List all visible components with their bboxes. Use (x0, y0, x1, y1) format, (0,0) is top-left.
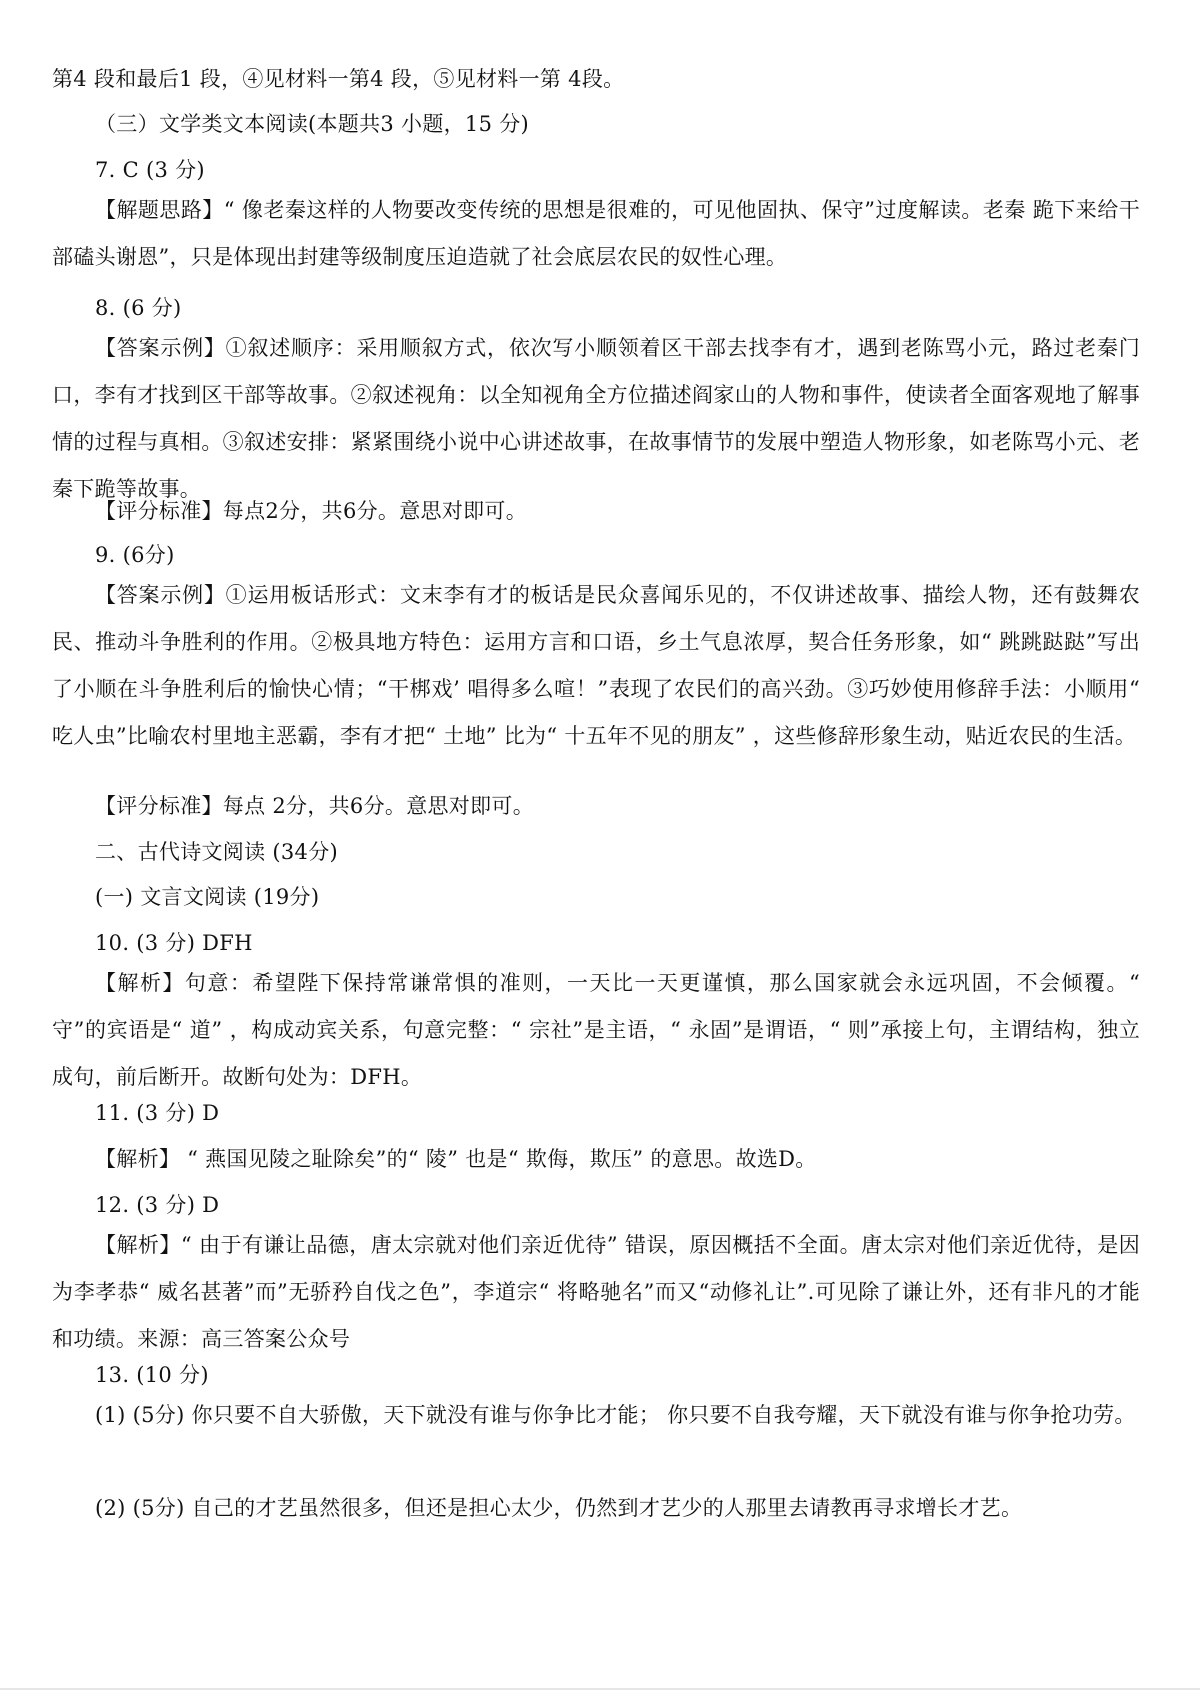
question-number: 7. C (3 分) (95, 158, 205, 182)
question-number: 11. (3 分) D (95, 1101, 220, 1125)
answer-paragraph: 【解析】句意：希望陛下保持常谦常惧的准则，一天比一天更谨慎，那么国家就会永远巩固，不会倾覆。“ 守”的宾语是“ 道” ，构成动宾关系，句意完整：“ 宗社”是主语，“ 永固”是谓语，“ 则”承接上句，主谓结构，独立成句，前后断开。故断句处为：DFH。 (52, 971, 1140, 1089)
answer-paragraph: 【解析】“ 由于有谦让品德，唐太宗就对他们亲近优待” 错误，原因概括不全面。唐太宗对他们亲近优待，是因为李孝恭“ 威名甚著”而”无骄矜自伐之色”，李道宗“ 将略驰名”而又“动修礼让”.可见除了谦让外，还有非凡的才能和功绩。来源：高三答案公众号 (52, 1233, 1140, 1351)
question-number: 12. (3 分) D (95, 1193, 220, 1217)
answer-paragraph: 【解题思路】“ 像老秦这样的人物要改变传统的思想是很难的，可见他固执、保守”过度解读。老秦 跪下来给干部磕头谢恩”，只是体现出封建等级制度压迫造就了社会底层农民的奴性心理。 (52, 198, 1140, 269)
answer-paragraph: 【答案示例】①运用板话形式：文末李有才的板话是民众喜闻乐见的，不仅讲述故事、描绘人物，还有鼓舞农民、推动斗争胜利的作用。②极具地方特色：运用方言和口语，乡土气息浓厚，契合任务形象，如“ 跳跳跶跶”写出了小顺在斗争胜利后的愉快心情；“干梆戏’ 唱得多么喧！”表现了农民们的高兴劲。③巧妙使用修辞手法：小顺用“ 吃人虫”比喻农村里地主恶霸，李有才把“ 土地” 比为“ 十五年不见的朋友” ，这些修辞形象生动，贴近农民的生活。 (52, 583, 1140, 748)
bottom-divider (0, 1688, 1200, 1690)
answer-paragraph: (2) (5分) 自己的才艺虽然很多，但还是担心太少，仍然到才艺少的人那里去请教再寻求增长才艺。 (95, 1496, 1023, 1520)
section-heading: 二、古代诗文阅读 (34分) (95, 840, 338, 864)
question-number: 10. (3 分) DFH (95, 931, 253, 955)
analysis-text: 【解析】 “ 燕国见陵之耻除矣”的“ 陵” 也是“ 欺侮，欺压” 的意思。故选D。 (95, 1147, 817, 1171)
answer-paragraph: 【答案示例】①叙述顺序：采用顺叙方式，依次写小顺领着区干部去找李有才，遇到老陈骂小元，路过老秦门口，李有才找到区干部等故事。②叙述视角：以全知视角全方位描述阎家山的人物和事件，使读者全面客观地了解事情的过程与真相。③叙述安排：紧紧围绕小说中心讲述故事，在故事情节的发展中塑造人物形象，如老陈骂小元、老秦下跪等故事。 (52, 336, 1140, 501)
text-line: 第4 段和最后1 段，④见材料一第4 段，⑤见材料一第 4段。 (52, 67, 625, 91)
scoring-criteria: 【评分标准】每点2分，共6分。意思对即可。 (95, 499, 528, 523)
question-number: 13. (10 分) (95, 1363, 209, 1387)
section-heading: (一) 文言文阅读 (19分) (95, 885, 320, 909)
question-number: 9. (6分) (95, 543, 175, 567)
answer-paragraph: (1) (5分) 你只要不自大骄傲，天下就没有谁与你争比才能； 你只要不自我夸耀，天下就没有谁与你争抢功劳。 (95, 1403, 1136, 1427)
section-heading: （三）文学类文本阅读(本题共3 小题，15 分) (95, 112, 530, 136)
scoring-criteria: 【评分标准】每点 2分，共6分。意思对即可。 (95, 794, 534, 818)
question-number: 8. (6 分) (95, 296, 182, 320)
